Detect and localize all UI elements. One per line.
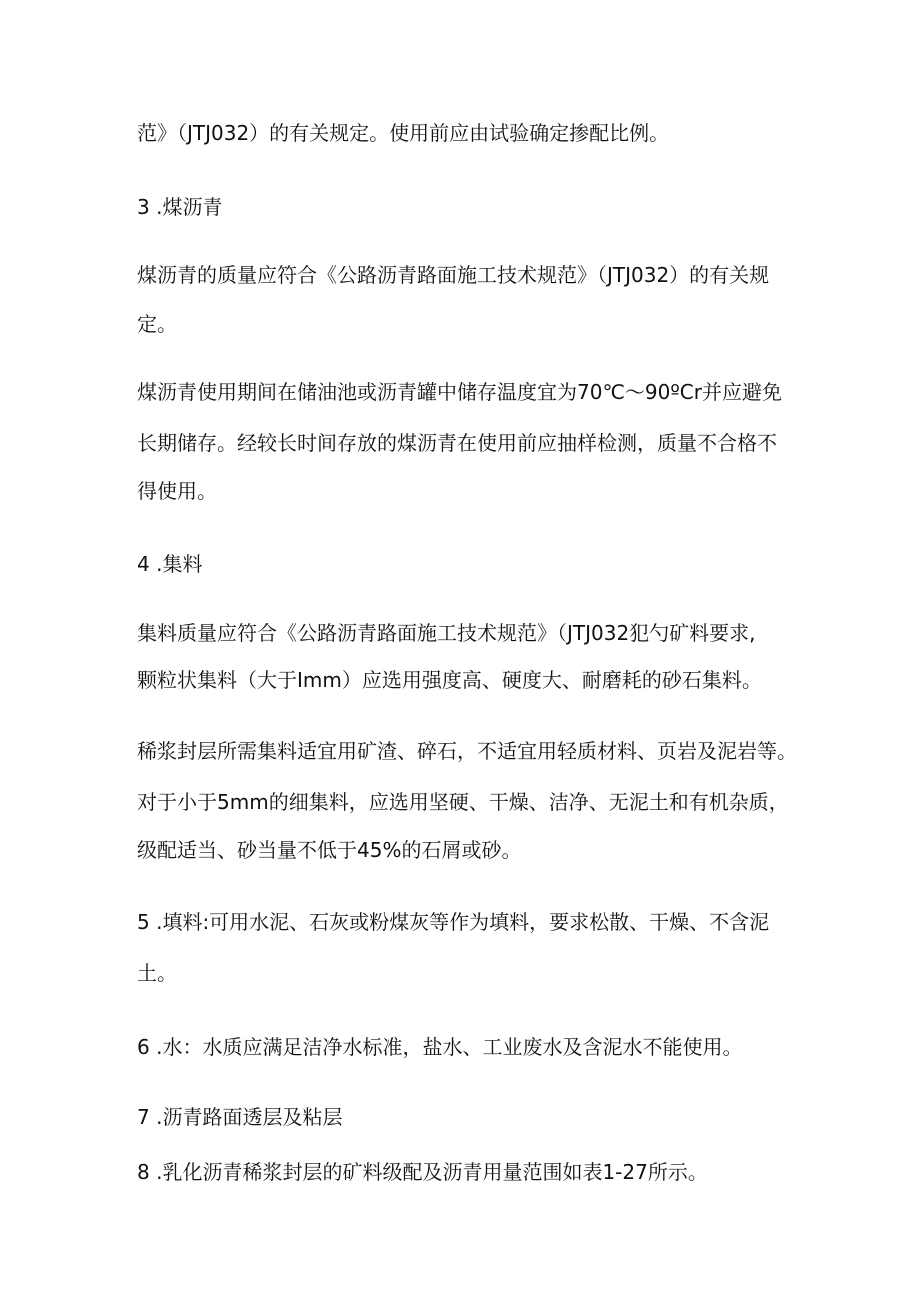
text-line: 土。: [137, 961, 177, 985]
text-line: 对于小于5mm的细集料，应选用坚硬、干燥、洁净、无泥土和有机杂质，: [137, 790, 789, 814]
text-line: 稀浆封层所需集料适宜用矿渣、碎石，不适宜用轻质材料、页岩及泥岩等。: [137, 739, 797, 763]
text-line: 煤沥青使用期间在储油池或沥青罐中储存温度宜为70℃～90ºCr并应避免: [137, 380, 782, 404]
section-heading: 4 .集料: [137, 552, 203, 576]
text-line: 8 .乳化沥青稀浆封层的矿料级配及沥青用量范围如表1-27所示。: [137, 1160, 708, 1184]
text-line: 集料质量应符合《公路沥青路面施工技术规范》（JTJ032犯勺矿料要求,: [137, 621, 756, 645]
text-line: 级配适当、砂当量不低于45%的石屑或砂。: [137, 838, 522, 862]
text-line: 范》（JTJ032）的有关规定。使用前应由试验确定掺配比例。: [137, 121, 670, 145]
text-line: 定。: [137, 312, 177, 336]
text-line: 6 .水：水质应满足洁净水标准，盐水、工业废水及含泥水不能使用。: [137, 1035, 743, 1059]
text-line: 长期储存。经较长时间存放的煤沥青在使用前应抽样检测，质量不合格不: [137, 431, 777, 455]
section-heading: 7 .沥青路面透层及粘层: [137, 1105, 343, 1129]
text-line: 得使用。: [137, 479, 217, 503]
text-line: 煤沥青的质量应符合《公路沥青路面施工技术规范》（JTJ032）的有关规: [137, 263, 770, 287]
text-line: 5 .填料:可用水泥、石灰或粉煤灰等作为填料，要求松散、干燥、不含泥: [137, 910, 770, 934]
text-line: 颗粒状集料（大于Imm）应选用强度高、硬度大、耐磨耗的砂石集料。: [137, 668, 762, 692]
section-heading: 3 .煤沥青: [137, 195, 223, 219]
